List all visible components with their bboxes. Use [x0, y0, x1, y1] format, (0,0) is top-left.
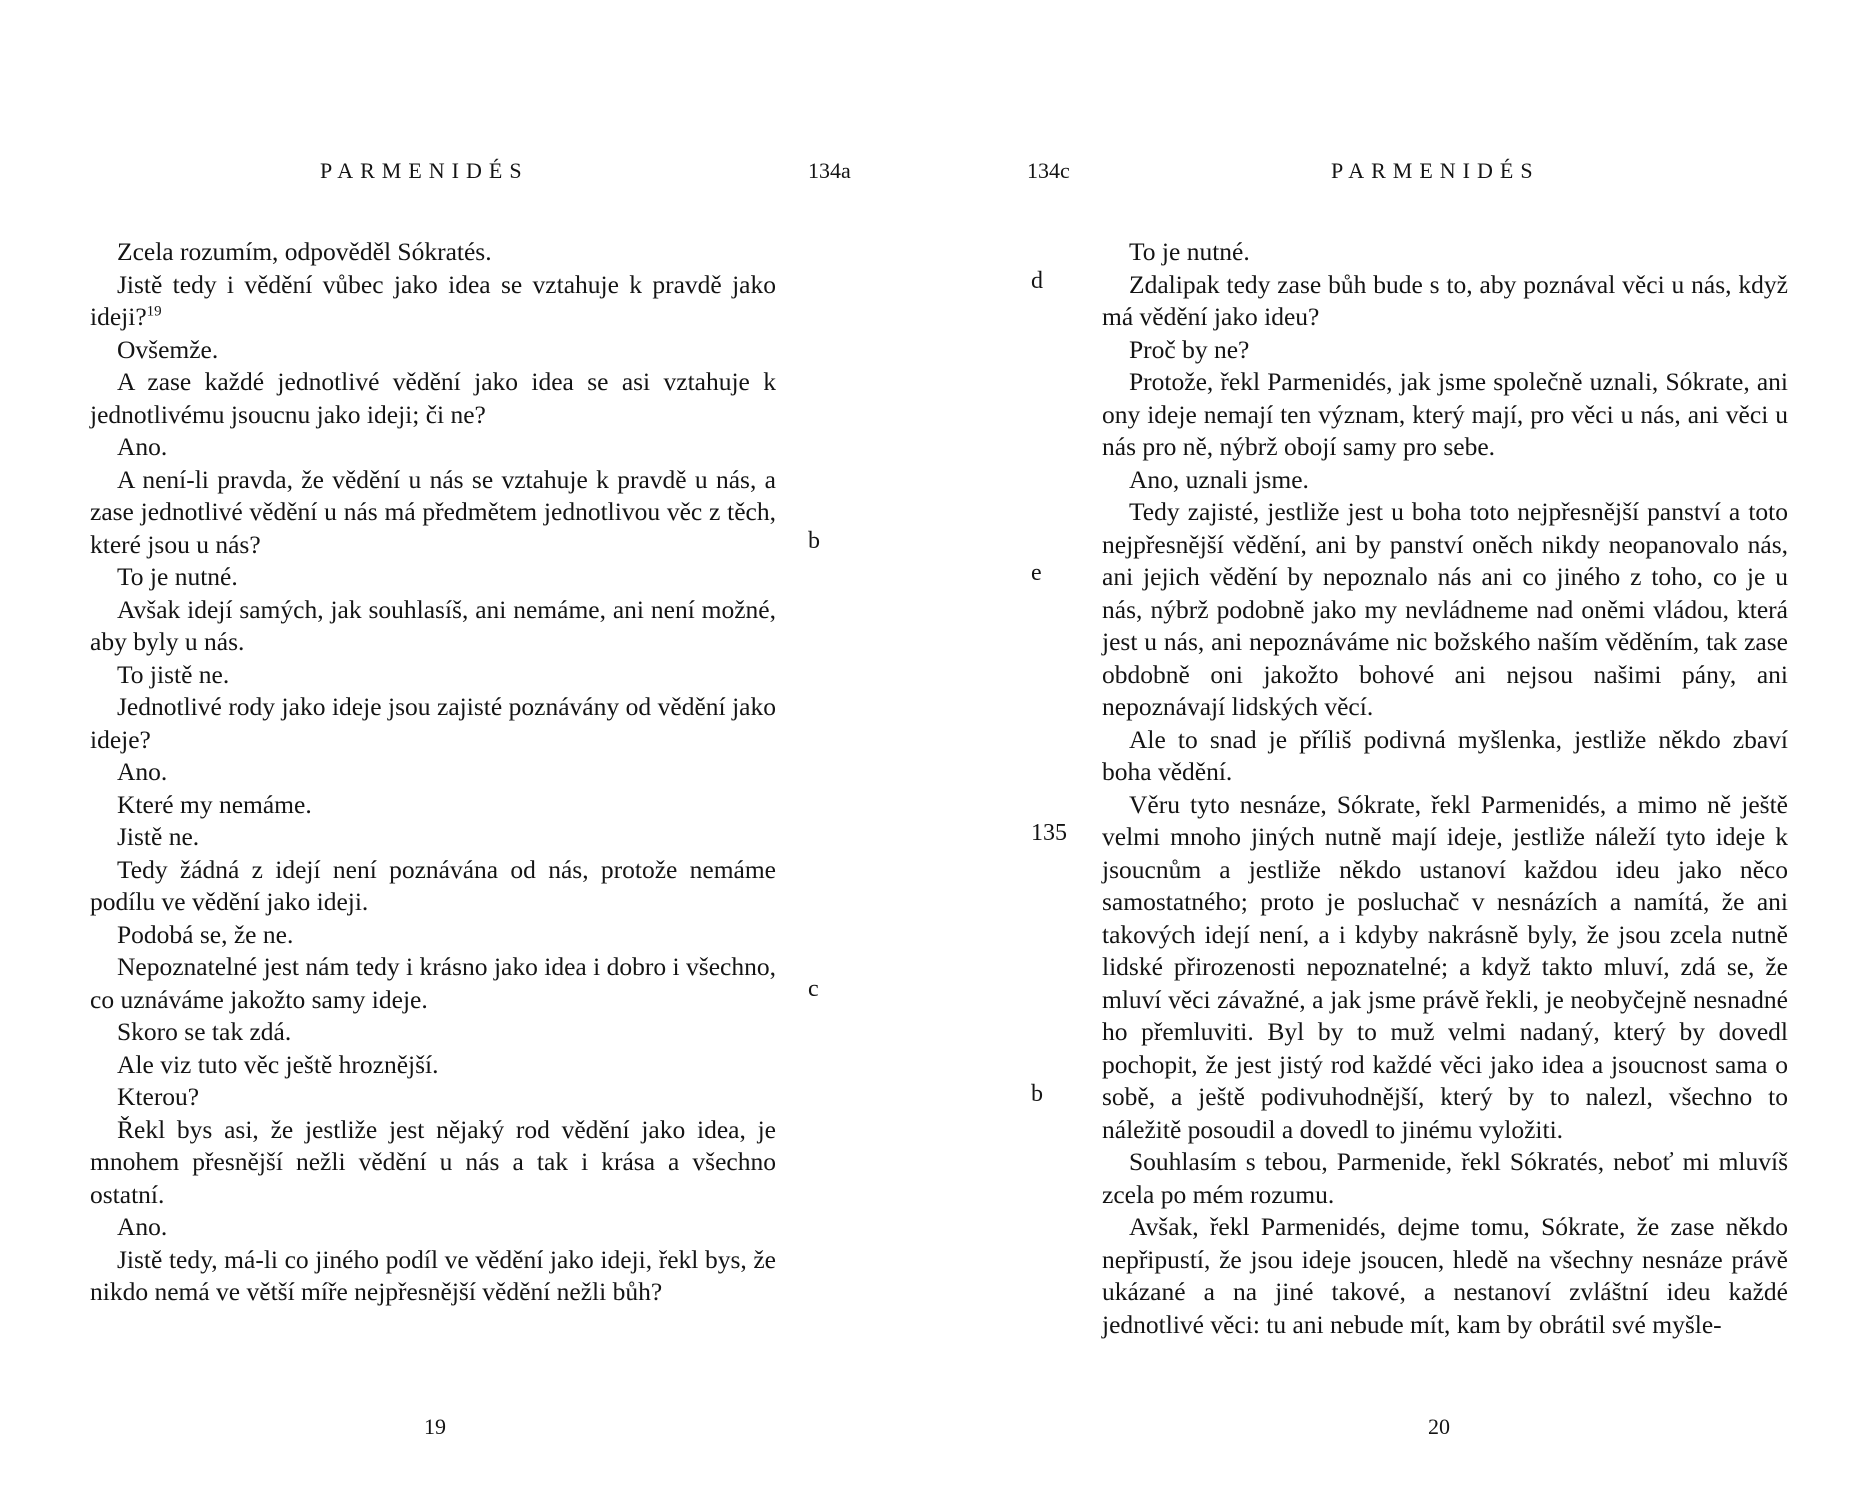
paragraph: Zdalipak tedy zase bůh bude s to, aby poznával věci u nás, když má vědění jako ideu?	[1102, 269, 1788, 331]
paragraph: Avšak, řekl Parmenidés, dejme tomu, Sókrate, že zase někdo nepřipustí, že jsou ideje jsoucen, hledě na všechny nesnáze právě ukázané a na jiné takové, a nestanoví zvláštní ideu každé jednotlivé věci: tu ani nebude mít, kam by obrátil své myšle-	[1102, 1212, 1788, 1339]
paragraph: Tedy žádná z idejí není poznávána od nás, protože nemáme podílu ve vědění jako ideji.	[90, 854, 776, 916]
paragraph: Nepoznatelné jest nám tedy i krásno jako idea i dobro i všechno, co uznáváme jakožto samy ideje.	[90, 952, 776, 1014]
right-page	[931, 0, 1862, 1501]
margin-stephanus-b: b	[1031, 1081, 1043, 1107]
margin-stephanus-e: e	[1031, 560, 1042, 586]
paragraph: A zase každé jednotlivé vědění jako idea se asi vztahuje k jednotlivému jsoucnu jako ideji; či ne?	[90, 367, 776, 429]
footnote-ref: 19	[146, 303, 162, 320]
paragraph: To je nutné.	[1129, 237, 1250, 266]
paragraph: Ano.	[117, 1212, 168, 1241]
margin-stephanus-b: b	[808, 528, 820, 554]
stephanus-number: 134c	[1027, 158, 1070, 183]
paragraph: Tedy zajisté, jestliže jest u boha toto nejpřesnější panství a toto nejpřesnější vědění, ani by panství oněch nikdy neopanovalo nás, ani jejich vědění by nepoznalo nás ani co jiného z toho, co je u nás, nýbrž podobně jako my nevládneme nad oněmi vládou, která jest u nás, ani nepoznáváme nic božského naším věděním, tak zase obdobně oni jakožto bohové ani nejsou našimi pány, ani nepoznávají lidských věcí.	[1102, 497, 1788, 721]
margin-stephanus-c: c	[808, 976, 819, 1002]
paragraph: Proč by ne?	[1129, 334, 1250, 364]
paragraph: Podobá se, že ne.	[117, 919, 294, 949]
running-title: PARMENIDÉS	[320, 158, 529, 183]
paragraph: Protože, řekl Parmenidés, jak jsme společně uznali, Sókrate, ani ony ideje nemají ten význam, který mají, pro věci u nás, ani věci u nás pro ně, nýbrž obojí samy pro sebe.	[1102, 367, 1788, 461]
paragraph: Ano, uznali jsme.	[1129, 464, 1309, 494]
paragraph: Ano.	[117, 757, 168, 786]
body-text	[1102, 236, 1788, 1341]
body-text	[90, 236, 776, 1309]
paragraph: Věru tyto nesnáze, Sókrate, řekl Parmenidés, a mimo ně ještě velmi mnoho jiných nutně mají ideje, jestliže náleží tyto ideje k jsoucnům a jestliže někdo ustanoví každou ideu jako něco samostatného; proto je posluchač v nesnázích a namítá, že ani takových idejí není, a i kdyby nakrásně byly, že jsou zcela nutně lidské přirozenosti nepoznatelné; a když takto mluví, zdá se, že mluví věci závažné, a jak jsme právě řekli, je neobyčejně nesnadné ho přemluviti. Byl by to muž velmi nadaný, který by dovedl pochopit, že jest jistý rod každé věci jako idea a jsoucnost sama o sobě, a ještě podivuhodnější, který by to nalezl, všechno to náležitě posoudil a dovedl to jinému vyložiti.	[1102, 789, 1788, 1144]
paragraph: Jistě ne.	[117, 822, 200, 851]
paragraph: Jednotlivé rody jako ideje jsou zajisté poznávány od vědění jako ideje?	[90, 692, 776, 754]
running-title: PARMENIDÉS	[1331, 158, 1540, 183]
page-number: 19	[424, 1414, 446, 1439]
paragraph: A není-li pravda, že vědění u nás se vztahuje k pravdě u nás, a zase jednotlivé vědění u nás má předmětem jednotlivou věc z těch, které jsou u nás?	[90, 464, 776, 559]
margin-stephanus-135: 135	[1031, 820, 1067, 846]
stephanus-number: 134a	[808, 158, 851, 183]
margin-stephanus-d: d	[1031, 268, 1043, 294]
paragraph: Souhlasím s tebou, Parmenide, řekl Sókratés, neboť mi mluvíš zcela po mém rozumu.	[1102, 1147, 1788, 1209]
paragraph: Které my nemáme.	[117, 789, 312, 819]
paragraph: Skoro se tak zdá.	[117, 1017, 292, 1046]
paragraph: To jistě ne.	[117, 659, 230, 689]
paragraph: Kterou?	[117, 1082, 200, 1111]
paragraph: Jistě tedy, má-li co jiného podíl ve vědění jako ideji, řekl bys, že nikdo nemá ve větší míře nejpřesnější vědění nežli bůh?	[90, 1244, 776, 1306]
paragraph: Avšak idejí samých, jak souhlasíš, ani nemáme, ani není možné, aby byly u nás.	[90, 594, 776, 656]
paragraph: Ale viz tuto věc ještě hroznější.	[117, 1049, 439, 1079]
page-number: 20	[1428, 1414, 1450, 1439]
paragraph: Zcela rozumím, odpověděl Sókratés.	[117, 237, 492, 266]
paragraph: Ale to snad je příliš podivná myšlenka, jestliže někdo zbaví boha vědění.	[1102, 724, 1788, 786]
paragraph: Řekl bys asi, že jestliže jest nějaký rod vědění jako idea, je mnohem přesnější nežli vědění u nás a tak i krása a všechno ostatní.	[90, 1114, 776, 1209]
paragraph: To je nutné.	[117, 562, 238, 591]
paragraph: Jistě tedy i vědění vůbec jako idea se vztahuje k pravdě jako ideji?$^{19}$	[90, 269, 776, 331]
paragraph: Ovšemže.	[117, 334, 219, 364]
paragraph: Ano.	[117, 432, 168, 461]
